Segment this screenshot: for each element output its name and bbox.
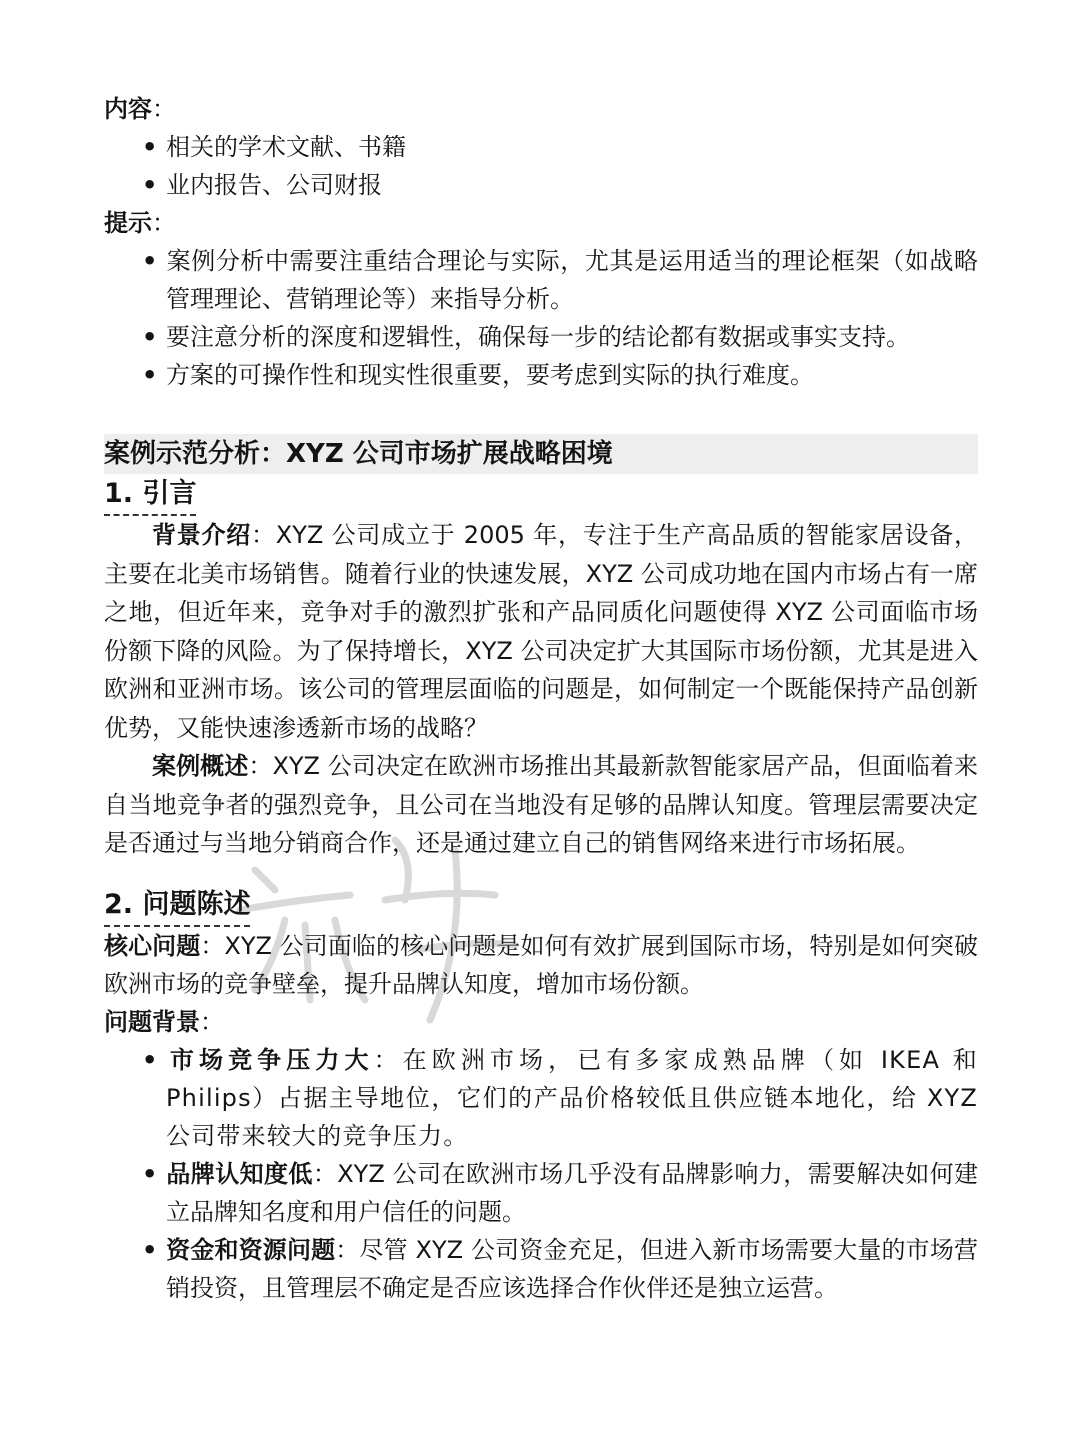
- problem-list: [104, 1041, 978, 1307]
- section1-heading: 1. 引言: [104, 474, 196, 516]
- bullet: •: [142, 171, 158, 199]
- bullet: •: [142, 1045, 159, 1074]
- content-label: 内容：: [104, 95, 176, 123]
- problem-background-label: 问题背景：: [104, 1007, 224, 1036]
- content-list: [104, 128, 978, 204]
- background-label: 背景介绍: [152, 521, 251, 549]
- bullet: •: [142, 361, 158, 389]
- watermark-signature: [215, 800, 535, 1040]
- list-item: • 要注意分析的深度和逻辑性，确保每一步的结论都有数据或事实支持。: [142, 318, 978, 356]
- list-item: • 案例分析中需要注重结合理论与实际，尤其是运用适当的理论框架（如战略管理理论、营销理论等）来指导分析。: [142, 242, 978, 318]
- overview-paragraph: 案例概述：XYZ 公司决定在欧洲市场推出其最新款智能家居产品，但面临着来自当地竞争者的强烈竞争，且公司在当地没有足够的品牌认知度。管理层需要决定是否通过与当地分销商合作，还是通过建立自己的销售网络来进行市场拓展。: [104, 752, 979, 857]
- list-item: • 相关的学术文献、书籍: [142, 128, 978, 166]
- overview-label: 案例概述: [152, 752, 249, 780]
- bullet: •: [142, 1159, 158, 1188]
- list-item: • 市场竞争压力大：在欧洲市场，已有多家成熟品牌（如 IKEA 和 Philips）占据主导地位，它们的产品价格较低且供应链本地化，给 XYZ 公司带来较大的竞争压力。: [142, 1041, 978, 1155]
- section2-heading: 2. 问题陈述: [104, 885, 250, 927]
- list-item: • 业内报告、公司财报: [142, 166, 978, 204]
- list-item: • 方案的可操作性和现实性很重要，要考虑到实际的执行难度。: [142, 356, 978, 394]
- list-item: • 资金和资源问题：尽管 XYZ 公司资金充足，但进入新市场需要大量的市场营销投资，且管理层不确定是否应该选择合作伙伴还是独立运营。: [142, 1231, 978, 1307]
- list-item: • 品牌认知度低：XYZ 公司在欧洲市场几乎没有品牌影响力，需要解决如何建立品牌知名度和用户信任的问题。: [142, 1155, 978, 1231]
- bullet: •: [142, 323, 158, 351]
- tips-list: [104, 242, 978, 394]
- document-page: [104, 90, 978, 1307]
- tips-label: 提示：: [104, 209, 176, 237]
- core-label: 核心问题: [104, 931, 201, 960]
- case-title: 案例示范分析：XYZ 公司市场扩展战略困境: [104, 434, 978, 474]
- core-problem-paragraph: 核心问题：XYZ 公司面临的核心问题是如何有效扩展到国际市场，特别是如何突破欧洲市场的竞争壁垒，提升品牌认知度，增加市场份额。: [104, 931, 979, 998]
- background-paragraph: 背景介绍：XYZ 公司成立于 2005 年，专注于生产高品质的智能家居设备，主要在北美市场销售。随着行业的快速发展，XYZ 公司成功地在国内市场占有一席之地，但近年来，竞争对手的激烈扩张和产品同质化问题使得 XYZ 公司面临市场份额下降的风险。为了保持增长，XYZ 公司决定扩大其国际市场份额，尤其是进入欧洲和亚洲市场。该公司的管理层面临的问题是，如何制定一个既能保持产品创新优势，又能快速渗透新市场的战略？: [104, 521, 978, 742]
- bullet: •: [142, 1235, 158, 1264]
- bullet: •: [142, 247, 158, 275]
- bullet: •: [142, 133, 158, 161]
